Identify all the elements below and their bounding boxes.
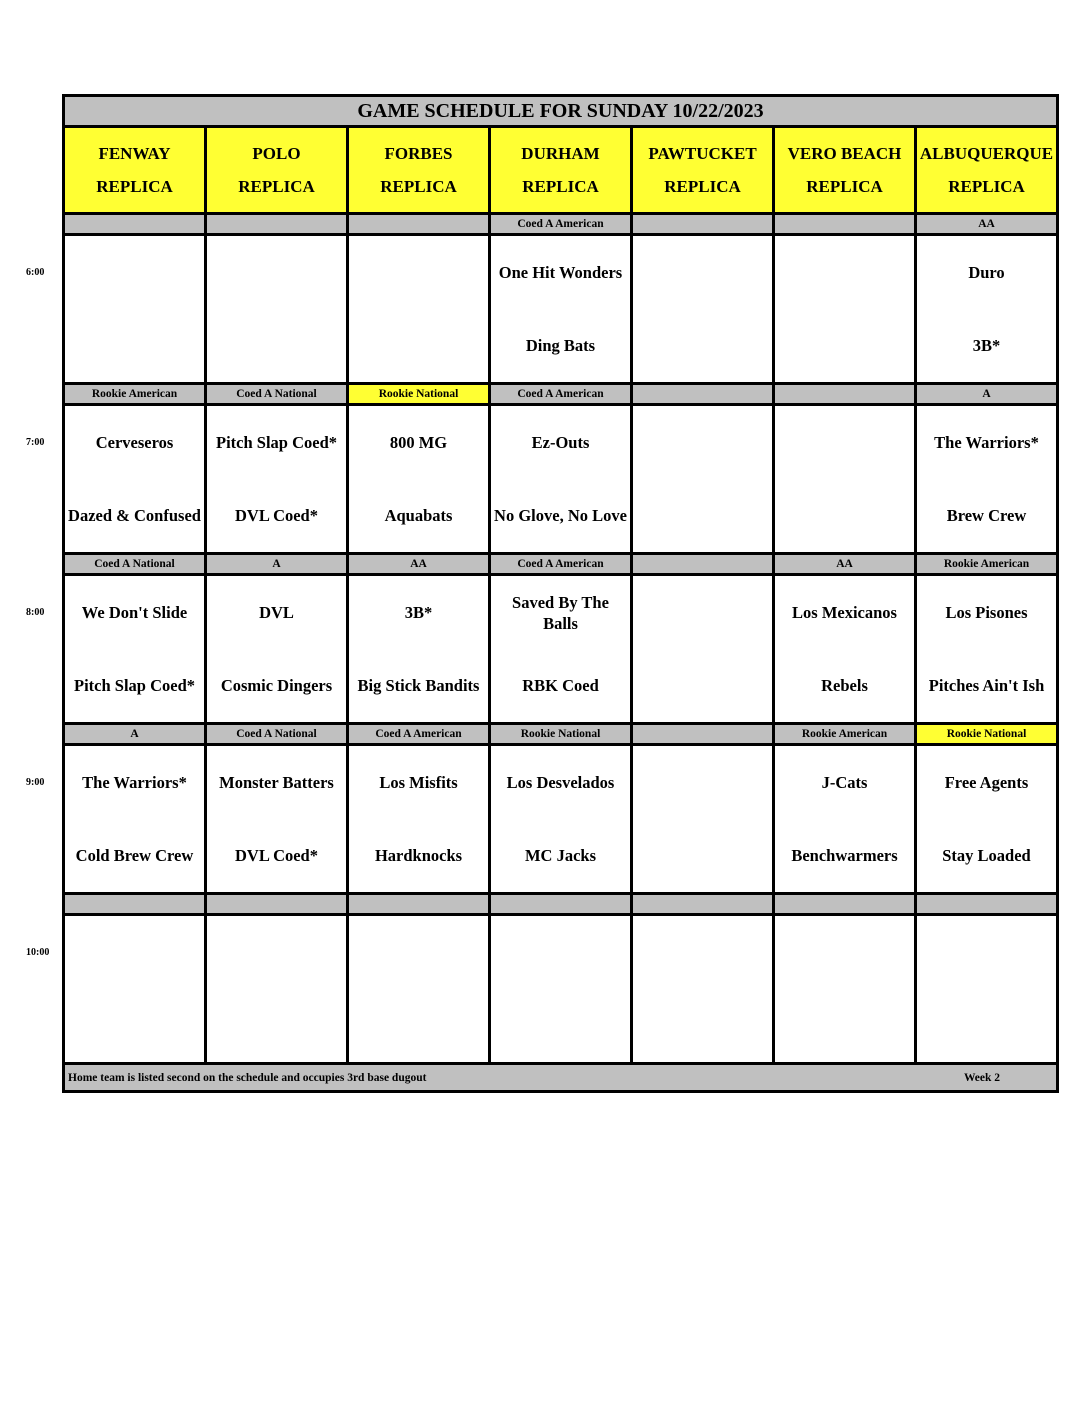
division-row — [64, 724, 1058, 745]
game-cell — [774, 405, 916, 554]
away-team — [775, 916, 914, 989]
title-row — [64, 96, 1058, 127]
field-name: FORBES — [384, 144, 453, 163]
division-label — [774, 894, 916, 915]
game-cell — [916, 235, 1058, 384]
division-row — [64, 384, 1058, 405]
away-team — [633, 406, 772, 479]
division-row — [64, 894, 1058, 915]
away-team: 3B* — [404, 603, 433, 622]
away-team: Los Pisones — [945, 603, 1028, 622]
home-team — [633, 989, 772, 1062]
division-label: Coed A American — [348, 724, 490, 745]
schedule-title: GAME SCHEDULE FOR SUNDAY 10/22/2023 — [64, 96, 1058, 127]
home-team: RBK Coed — [522, 676, 599, 695]
home-team — [775, 989, 914, 1062]
away-team: Ez-Outs — [531, 433, 590, 452]
game-cell — [916, 915, 1058, 1064]
away-team: Cerveseros — [95, 433, 174, 452]
division-label: Coed A National — [206, 724, 348, 745]
division-label — [632, 554, 774, 575]
field-name: PAWTUCKET — [648, 144, 757, 163]
division-row — [64, 214, 1058, 235]
division-label — [774, 384, 916, 405]
footer-cell — [64, 1064, 1058, 1092]
division-label: A — [64, 724, 206, 745]
away-team — [65, 916, 204, 989]
home-team: Ding Bats — [525, 336, 596, 355]
home-team — [349, 309, 488, 382]
time-label: 10:00 — [26, 946, 50, 958]
game-cell — [348, 575, 490, 724]
away-team: Pitch Slap Coed* — [215, 433, 337, 452]
game-cell — [64, 235, 206, 384]
away-team — [633, 576, 772, 649]
game-cell — [774, 575, 916, 724]
division-label: Coed A National — [206, 384, 348, 405]
field-sub: REPLICA — [806, 177, 883, 196]
home-team: Pitch Slap Coed* — [73, 676, 195, 695]
home-team: No Glove, No Love — [494, 506, 627, 525]
division-label — [206, 214, 348, 235]
game-cell — [64, 915, 206, 1064]
game-cell — [348, 405, 490, 554]
field-sub: REPLICA — [664, 177, 741, 196]
division-label: Coed A American — [490, 384, 632, 405]
home-team — [65, 989, 204, 1062]
away-team: The Warriors* — [934, 433, 1039, 452]
game-row — [64, 235, 1058, 384]
game-row — [64, 405, 1058, 554]
away-team: Los Desvelados — [506, 773, 615, 792]
game-cell — [64, 575, 206, 724]
time-label: 8:00 — [26, 606, 45, 618]
division-label: Rookie National — [916, 724, 1058, 745]
field-header — [490, 127, 632, 214]
game-cell — [206, 235, 348, 384]
division-label: Coed A American — [490, 554, 632, 575]
field-sub: REPLICA — [96, 177, 173, 196]
game-row — [64, 915, 1058, 1064]
game-cell — [916, 405, 1058, 554]
home-team — [207, 989, 346, 1062]
home-team — [633, 479, 772, 552]
away-team — [349, 916, 488, 989]
away-team — [633, 916, 772, 989]
field-header — [632, 127, 774, 214]
away-team — [65, 236, 204, 309]
home-team — [775, 479, 914, 552]
footer-row — [64, 1064, 1058, 1092]
field-header — [206, 127, 348, 214]
game-cell — [206, 405, 348, 554]
home-team: Brew Crew — [946, 506, 1027, 525]
away-team — [633, 746, 772, 819]
field-name: FENWAY — [98, 144, 171, 163]
game-cell — [64, 745, 206, 894]
field-header-row — [64, 127, 1058, 214]
division-label: AA — [774, 554, 916, 575]
division-label: Rookie National — [490, 724, 632, 745]
home-team — [349, 989, 488, 1062]
away-team: Los Misfits — [379, 773, 458, 792]
home-team: Benchwarmers — [791, 846, 898, 865]
game-cell — [490, 915, 632, 1064]
game-cell — [490, 575, 632, 724]
home-team: Pitches Ain't Ish — [928, 676, 1045, 695]
division-label: Coed A American — [490, 214, 632, 235]
field-name: ALBUQUERQUE — [919, 144, 1054, 163]
away-team: One Hit Wonders — [498, 263, 623, 282]
time-label: 7:00 — [26, 436, 45, 448]
home-team — [633, 819, 772, 892]
away-team — [633, 236, 772, 309]
away-team — [207, 916, 346, 989]
division-label — [632, 724, 774, 745]
game-cell — [348, 235, 490, 384]
division-label: A — [206, 554, 348, 575]
home-team: Hardknocks — [374, 846, 463, 865]
home-team — [65, 309, 204, 382]
home-team — [491, 989, 630, 1062]
field-name: POLO — [252, 144, 301, 163]
field-sub: REPLICA — [948, 177, 1025, 196]
home-team: Rebels — [821, 676, 868, 695]
away-team: DVL — [259, 603, 294, 622]
away-team — [349, 236, 488, 309]
field-name: VERO BEACH — [787, 144, 902, 163]
field-sub: REPLICA — [380, 177, 457, 196]
game-cell — [348, 915, 490, 1064]
division-label: Rookie National — [348, 384, 490, 405]
game-cell — [632, 575, 774, 724]
game-cell — [774, 745, 916, 894]
game-cell — [206, 575, 348, 724]
division-label — [632, 894, 774, 915]
away-team — [491, 916, 630, 989]
game-row — [64, 575, 1058, 724]
field-header — [916, 127, 1058, 214]
time-label: 9:00 — [26, 776, 45, 788]
field-sub: REPLICA — [522, 177, 599, 196]
game-cell — [632, 915, 774, 1064]
away-team: Duro — [968, 263, 1005, 282]
field-name: DURHAM — [521, 144, 600, 163]
game-cell — [490, 405, 632, 554]
division-label — [64, 214, 206, 235]
away-team: Free Agents — [944, 773, 1029, 792]
division-label — [348, 214, 490, 235]
time-label: 6:00 — [26, 266, 45, 278]
game-cell — [64, 405, 206, 554]
home-team: Dazed & Confused — [68, 506, 201, 525]
game-cell — [916, 575, 1058, 724]
game-cell — [916, 745, 1058, 894]
game-cell — [632, 745, 774, 894]
away-team: Saved By The Balls — [512, 592, 609, 633]
away-team: We Don't Slide — [81, 603, 188, 622]
field-header — [774, 127, 916, 214]
game-cell — [206, 745, 348, 894]
home-team: MC Jacks — [524, 846, 597, 865]
division-label: Rookie American — [916, 554, 1058, 575]
game-cell — [206, 915, 348, 1064]
game-cell — [774, 915, 916, 1064]
home-team: DVL Coed* — [235, 506, 318, 525]
home-team — [917, 989, 1056, 1062]
division-label: Rookie American — [64, 384, 206, 405]
division-label — [490, 894, 632, 915]
away-team — [207, 236, 346, 309]
game-row — [64, 745, 1058, 894]
game-cell — [774, 235, 916, 384]
home-team — [775, 309, 914, 382]
game-cell — [348, 745, 490, 894]
division-label — [916, 894, 1058, 915]
game-cell — [490, 235, 632, 384]
division-label — [64, 894, 206, 915]
game-cell — [632, 405, 774, 554]
division-label: Coed A National — [64, 554, 206, 575]
away-team — [775, 406, 914, 479]
away-team: 800 MG — [389, 433, 448, 452]
division-label — [206, 894, 348, 915]
division-label — [774, 214, 916, 235]
home-team: Stay Loaded — [942, 846, 1031, 865]
home-team — [207, 309, 346, 382]
division-label — [348, 894, 490, 915]
home-team: Cold Brew Crew — [75, 846, 194, 865]
away-team: Los Mexicanos — [792, 603, 897, 622]
field-sub: REPLICA — [238, 177, 315, 196]
home-team: Big Stick Bandits — [357, 676, 480, 695]
home-team — [633, 309, 772, 382]
division-row — [64, 554, 1058, 575]
schedule-table — [62, 94, 1059, 1093]
away-team: J-Cats — [821, 773, 868, 792]
division-label — [632, 214, 774, 235]
game-cell — [490, 745, 632, 894]
division-label: AA — [916, 214, 1058, 235]
away-team: Monster Batters — [219, 773, 334, 792]
division-label: A — [916, 384, 1058, 405]
home-team — [633, 649, 772, 722]
field-header — [348, 127, 490, 214]
home-team: Aquabats — [384, 506, 453, 525]
division-label: Rookie American — [774, 724, 916, 745]
home-team: DVL Coed* — [235, 846, 318, 865]
home-team: Cosmic Dingers — [220, 676, 333, 695]
away-team: The Warriors* — [82, 773, 187, 792]
game-cell — [632, 235, 774, 384]
away-team — [775, 236, 914, 309]
footer-note: Home team is listed second on the schedule and occupies 3rd base dugout — [68, 1071, 427, 1084]
home-team: 3B* — [972, 336, 1001, 355]
field-header — [64, 127, 206, 214]
division-label: AA — [348, 554, 490, 575]
away-team — [917, 916, 1056, 989]
week-label: Week 2 — [963, 1071, 1001, 1084]
division-label — [632, 384, 774, 405]
